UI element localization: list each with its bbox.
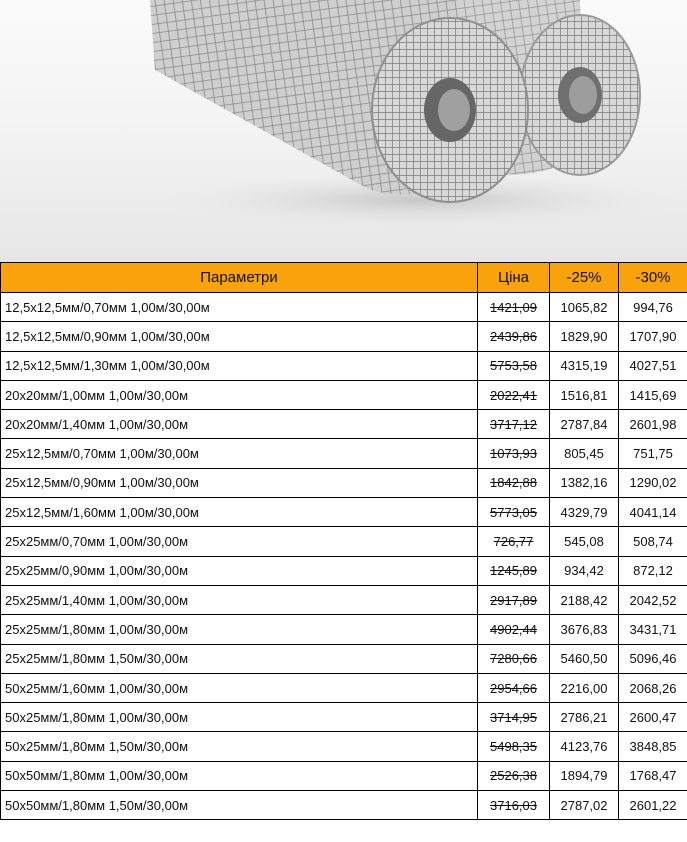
discount-25-cell: 805,45 [550, 439, 619, 468]
table-row [1, 761, 687, 790]
table-row [1, 293, 687, 322]
table-row [1, 410, 687, 439]
old-price-cell: 5773,05 [478, 498, 550, 527]
discount-25-cell: 545,08 [550, 527, 619, 556]
table-body [1, 293, 687, 820]
old-price-cell: 2917,89 [478, 585, 550, 614]
table-row [1, 380, 687, 409]
param-cell: 20х20мм/1,40мм 1,00м/30,00м [1, 410, 478, 439]
old-price-cell: 4902,44 [478, 615, 550, 644]
old-price-cell: 7280,66 [478, 644, 550, 673]
param-cell: 25х25мм/1,80мм 1,00м/30,00м [1, 615, 478, 644]
price-table [0, 262, 687, 820]
old-price-cell: 5498,35 [478, 732, 550, 761]
param-cell: 50х25мм/1,80мм 1,00м/30,00м [1, 703, 478, 732]
param-cell: 25х25мм/1,40мм 1,00м/30,00м [1, 585, 478, 614]
discount-30-cell: 2042,52 [619, 585, 687, 614]
discount-25-cell: 4123,76 [550, 732, 619, 761]
param-cell: 50х25мм/1,60мм 1,00м/30,00м [1, 673, 478, 702]
discount-30-cell: 1707,90 [619, 322, 687, 351]
table-row [1, 703, 687, 732]
old-price-cell: 3717,12 [478, 410, 550, 439]
table-row [1, 498, 687, 527]
param-cell: 25х12,5мм/0,70мм 1,00м/30,00м [1, 439, 478, 468]
discount-25-cell: 1382,16 [550, 468, 619, 497]
column-header-discount-25: -25% [550, 263, 619, 293]
param-cell: 50х25мм/1,80мм 1,50м/30,00м [1, 732, 478, 761]
table-row [1, 527, 687, 556]
discount-25-cell: 2216,00 [550, 673, 619, 702]
param-cell: 12,5х12,5мм/1,30мм 1,00м/30,00м [1, 351, 478, 380]
table-row [1, 644, 687, 673]
table-row [1, 439, 687, 468]
discount-30-cell: 2601,98 [619, 410, 687, 439]
discount-25-cell: 934,42 [550, 556, 619, 585]
discount-30-cell: 1290,02 [619, 468, 687, 497]
old-price-cell: 2022,41 [478, 380, 550, 409]
old-price-cell: 1842,88 [478, 468, 550, 497]
discount-30-cell: 4041,14 [619, 498, 687, 527]
param-cell: 25х25мм/0,70мм 1,00м/30,00м [1, 527, 478, 556]
table-row [1, 673, 687, 702]
table-row [1, 615, 687, 644]
discount-30-cell: 2601,22 [619, 791, 687, 820]
old-price-cell: 726,77 [478, 527, 550, 556]
old-price-cell: 2526,38 [478, 761, 550, 790]
discount-30-cell: 3848,85 [619, 732, 687, 761]
param-cell: 12,5х12,5мм/0,70мм 1,00м/30,00м [1, 293, 478, 322]
param-cell: 20х20мм/1,00мм 1,00м/30,00м [1, 380, 478, 409]
old-price-cell: 5753,58 [478, 351, 550, 380]
discount-25-cell: 2787,84 [550, 410, 619, 439]
discount-25-cell: 2786,21 [550, 703, 619, 732]
discount-30-cell: 872,12 [619, 556, 687, 585]
column-header-price: Ціна [478, 263, 550, 293]
discount-25-cell: 2188,42 [550, 585, 619, 614]
discount-30-cell: 2600,47 [619, 703, 687, 732]
discount-25-cell: 1065,82 [550, 293, 619, 322]
table-row [1, 351, 687, 380]
table-row [1, 585, 687, 614]
discount-25-cell: 1894,79 [550, 761, 619, 790]
table-row [1, 322, 687, 351]
table-row [1, 556, 687, 585]
discount-25-cell: 5460,50 [550, 644, 619, 673]
discount-25-cell: 2787,02 [550, 791, 619, 820]
discount-30-cell: 2068,26 [619, 673, 687, 702]
table-row [1, 468, 687, 497]
column-header-discount-30: -30% [619, 263, 687, 293]
old-price-cell: 1245,89 [478, 556, 550, 585]
mesh-rolls-illustration [0, 0, 687, 262]
table-row [1, 791, 687, 820]
old-price-cell: 3716,03 [478, 791, 550, 820]
param-cell: 50х50мм/1,80мм 1,50м/30,00м [1, 791, 478, 820]
discount-25-cell: 4329,79 [550, 498, 619, 527]
discount-30-cell: 508,74 [619, 527, 687, 556]
param-cell: 25х12,5мм/0,90мм 1,00м/30,00м [1, 468, 478, 497]
column-header-params: Параметри [1, 263, 478, 293]
discount-30-cell: 751,75 [619, 439, 687, 468]
discount-25-cell: 1829,90 [550, 322, 619, 351]
param-cell: 25х25мм/1,80мм 1,50м/30,00м [1, 644, 478, 673]
param-cell: 25х25мм/0,90мм 1,00м/30,00м [1, 556, 478, 585]
discount-30-cell: 3431,71 [619, 615, 687, 644]
old-price-cell: 1421,09 [478, 293, 550, 322]
discount-25-cell: 1516,81 [550, 380, 619, 409]
discount-30-cell: 4027,51 [619, 351, 687, 380]
old-price-cell: 3714,95 [478, 703, 550, 732]
param-cell: 25х12,5мм/1,60мм 1,00м/30,00м [1, 498, 478, 527]
old-price-cell: 1073,93 [478, 439, 550, 468]
param-cell: 12,5х12,5мм/0,90мм 1,00м/30,00м [1, 322, 478, 351]
param-cell: 50х50мм/1,80мм 1,00м/30,00м [1, 761, 478, 790]
table-row [1, 732, 687, 761]
old-price-cell: 2954,66 [478, 673, 550, 702]
discount-25-cell: 4315,19 [550, 351, 619, 380]
discount-30-cell: 1415,69 [619, 380, 687, 409]
old-price-cell: 2439,86 [478, 322, 550, 351]
discount-30-cell: 994,76 [619, 293, 687, 322]
table-header-row [1, 263, 687, 293]
discount-30-cell: 1768,47 [619, 761, 687, 790]
wire-mesh-rolls-image [0, 0, 687, 262]
discount-25-cell: 3676,83 [550, 615, 619, 644]
discount-30-cell: 5096,46 [619, 644, 687, 673]
